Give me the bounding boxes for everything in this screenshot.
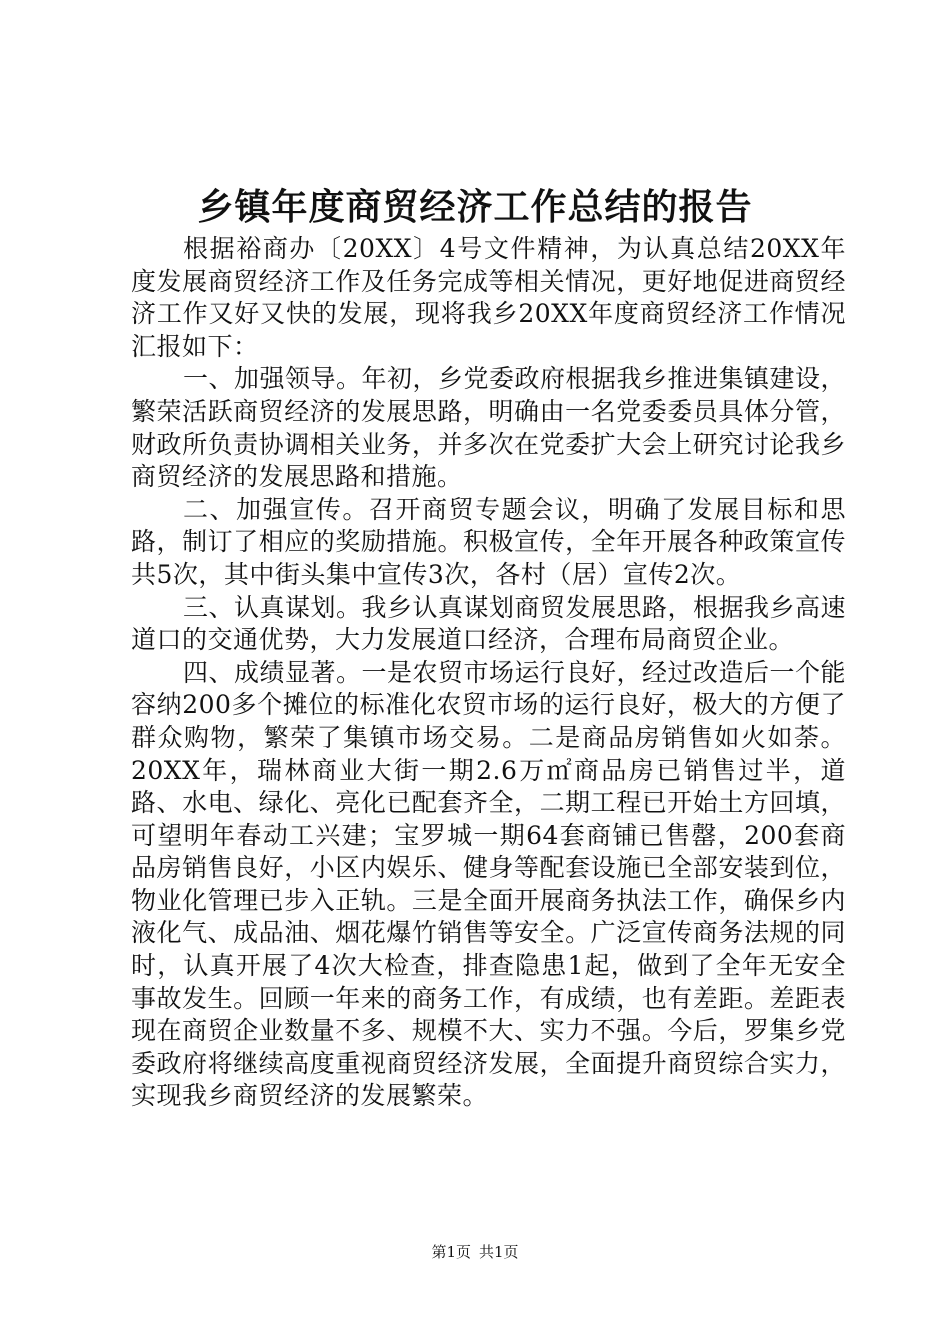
paragraph-achievements: 四、成绩显著。一是农贸市场运行良好，经过改造后一个能容纳200多个摊位的标准化农贸市场的运行良好，极大的方便了群众购物，繁荣了集镇市场交易。二是商品房销售如火如荼。20XX年，瑞林商业大街一期2.6万㎡商品房已销售过半，道路、水电、绿化、亮化已配套齐全，二期工程已开始土方回填，可望明年春动工兴建；宝罗城一期64套商铺已售罄，200套商品房销售良好，小区内娱乐、健身等配套设施已全部安装到位，物业化管理已步入正轨。三是全面开展商务执法工作，确保乡内液化气、成品油、烟花爆竹销售等安全。广泛宣传商务法规的同时，认真开展了4次大检查，排查隐患1起，做到了全年无安全事故发生。回顾一年来的商务工作，有成绩，也有差距。差距表现在商贸企业数量不多、规模不大、实力不强。今后，罗集乡党委政府将继续高度重视商贸经济发展，全面提升商贸综合实力，实现我乡商贸经济的发展繁荣。 <box>131 657 847 1111</box>
paragraph-publicity: 二、加强宣传。召开商贸专题会议，明确了发展目标和思路，制订了相应的奖励措施。积极宣传，全年开展各种政策宣传共5次，其中街头集中宣传3次，各村（居）宣传2次。 <box>131 494 846 589</box>
page-total: 共1页 <box>479 1243 519 1261</box>
page-number: 第1页 <box>431 1243 471 1261</box>
page-footer <box>0 1240 950 1264</box>
paragraph-intro: 根据裕商办〔20XX〕4号文件精神，为认真总结20XX年度发展商贸经济工作及任务完成等相关情况，更好地促进商贸经济工作又好又快的发展，现将我乡20XX年度商贸经济工作情况汇报如下： <box>131 234 846 361</box>
document-title: 乡镇年度商贸经济工作总结的报告 <box>197 187 753 228</box>
paragraph-leadership: 一、加强领导。年初，乡党委政府根据我乡推进集镇建设，繁荣活跃商贸经济的发展思路，明确由一名党委委员具体分管，财政所负责协调相关业务，并多次在党委扩大会上研究讨论我乡商贸经济的发展思路和措施。 <box>131 364 847 492</box>
paragraph-planning: 三、认真谋划。我乡认真谋划商贸发展思路，根据我乡高速道口的交通优势，大力发展道口经济，合理布局商贸企业。 <box>131 592 847 655</box>
document-body <box>131 233 846 1113</box>
